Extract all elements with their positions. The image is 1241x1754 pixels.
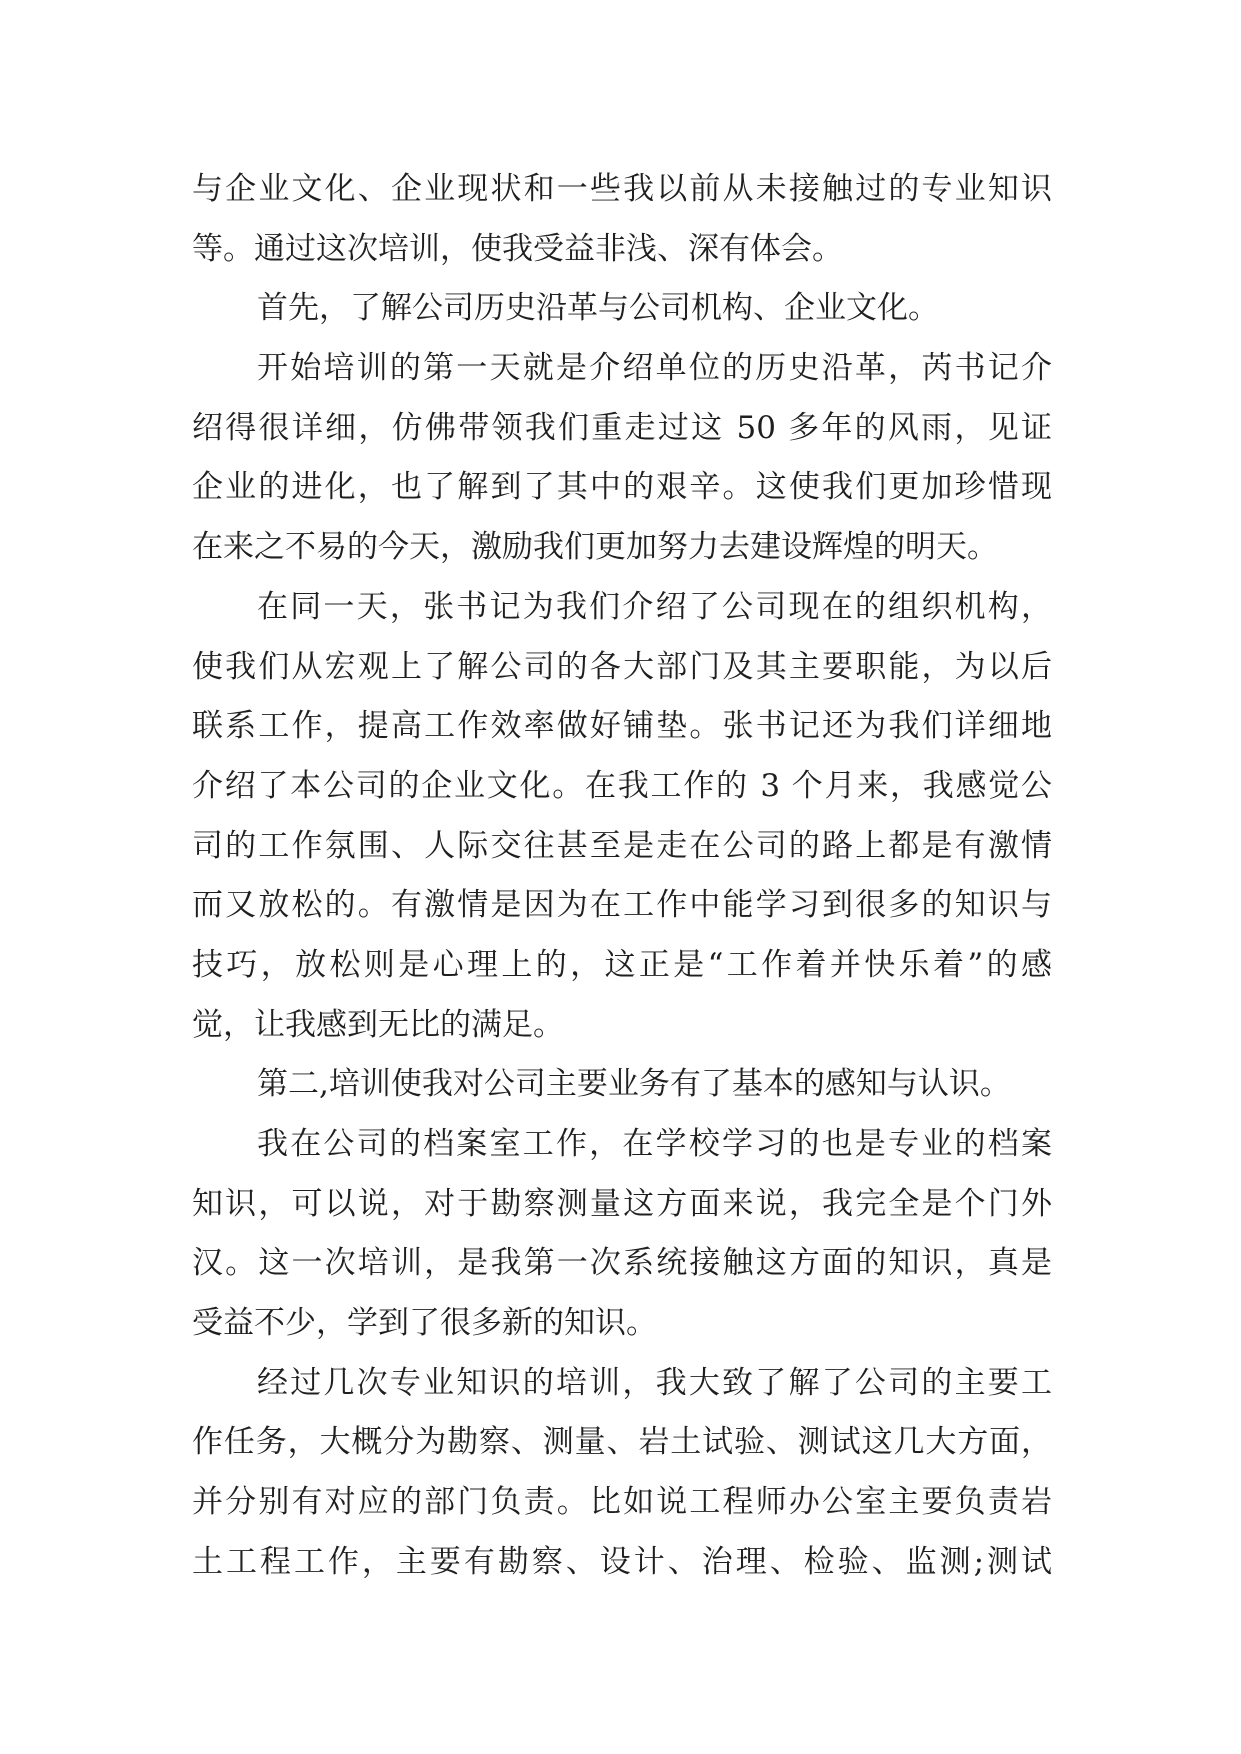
text-line: 与企业文化、企业现状和一些我以前从未接触过的专业知识 xyxy=(192,171,1052,207)
text-line: 作任务，大概分为勘察、测量、岩土试验、测试这几大方面， xyxy=(192,1424,1052,1461)
text-line: 知识，可以说，对于勘察测量这方面来说，我完全是个门外 xyxy=(192,1185,1052,1222)
text-line: 介绍了本公司的企业文化。在我工作的 3 个月来，我感觉公 xyxy=(192,767,1052,804)
text-line: 土工程工作，主要有勘察、设计、治理、检验、监测;测试 xyxy=(192,1543,1052,1580)
text-line: 受益不少，学到了很多新的知识。 xyxy=(192,1305,657,1342)
text-line: 绍得很详细，仿佛带领我们重走过这 50 多年的风雨，见证 xyxy=(192,409,1052,446)
text-line: 第二,培训使我对公司主要业务有了基本的感知与认识。 xyxy=(257,1066,1011,1103)
document-body xyxy=(192,160,1052,1593)
text-line: 企业的进化，也了解到了其中的艰辛。这使我们更加珍惜现 xyxy=(192,469,1052,506)
text-line: 开始培训的第一天就是介绍单位的历史沿革，芮书记介 xyxy=(257,350,1052,387)
text-line: 我在公司的档案室工作，在学校学习的也是专业的档案 xyxy=(257,1126,1052,1162)
text-line: 汉。这一次培训，是我第一次系统接触这方面的知识，真是 xyxy=(192,1245,1052,1282)
text-line: 使我们从宏观上了解公司的各大部门及其主要职能，为以后 xyxy=(192,648,1052,685)
text-line: 在同一天，张书记为我们介绍了公司现在的组织机构， xyxy=(257,588,1052,625)
text-line: 司的工作氛围、人际交往甚至是走在公司的路上都是有激情 xyxy=(192,827,1052,864)
text-line: 联系工作，提高工作效率做好铺垫。张书记还为我们详细地 xyxy=(192,708,1052,745)
text-line: 在来之不易的今天，激励我们更加努力去建设辉煌的明天。 xyxy=(192,529,998,566)
text-line: 觉，让我感到无比的满足。 xyxy=(192,1006,564,1043)
text-line: 而又放松的。有激情是因为在工作中能学习到很多的知识与 xyxy=(192,887,1052,924)
text-line: 并分别有对应的部门负责。比如说工程师办公室主要负责岩 xyxy=(192,1484,1052,1521)
text-line: 首先，了解公司历史沿革与公司机构、企业文化。 xyxy=(257,290,939,327)
text-line: 技巧，放松则是心理上的，这正是“工作着并快乐着”的感 xyxy=(192,946,1052,983)
text-line: 等。通过这次培训，使我受益非浅、深有体会。 xyxy=(192,230,843,267)
text-line: 经过几次专业知识的培训，我大致了解了公司的主要工 xyxy=(257,1364,1052,1401)
